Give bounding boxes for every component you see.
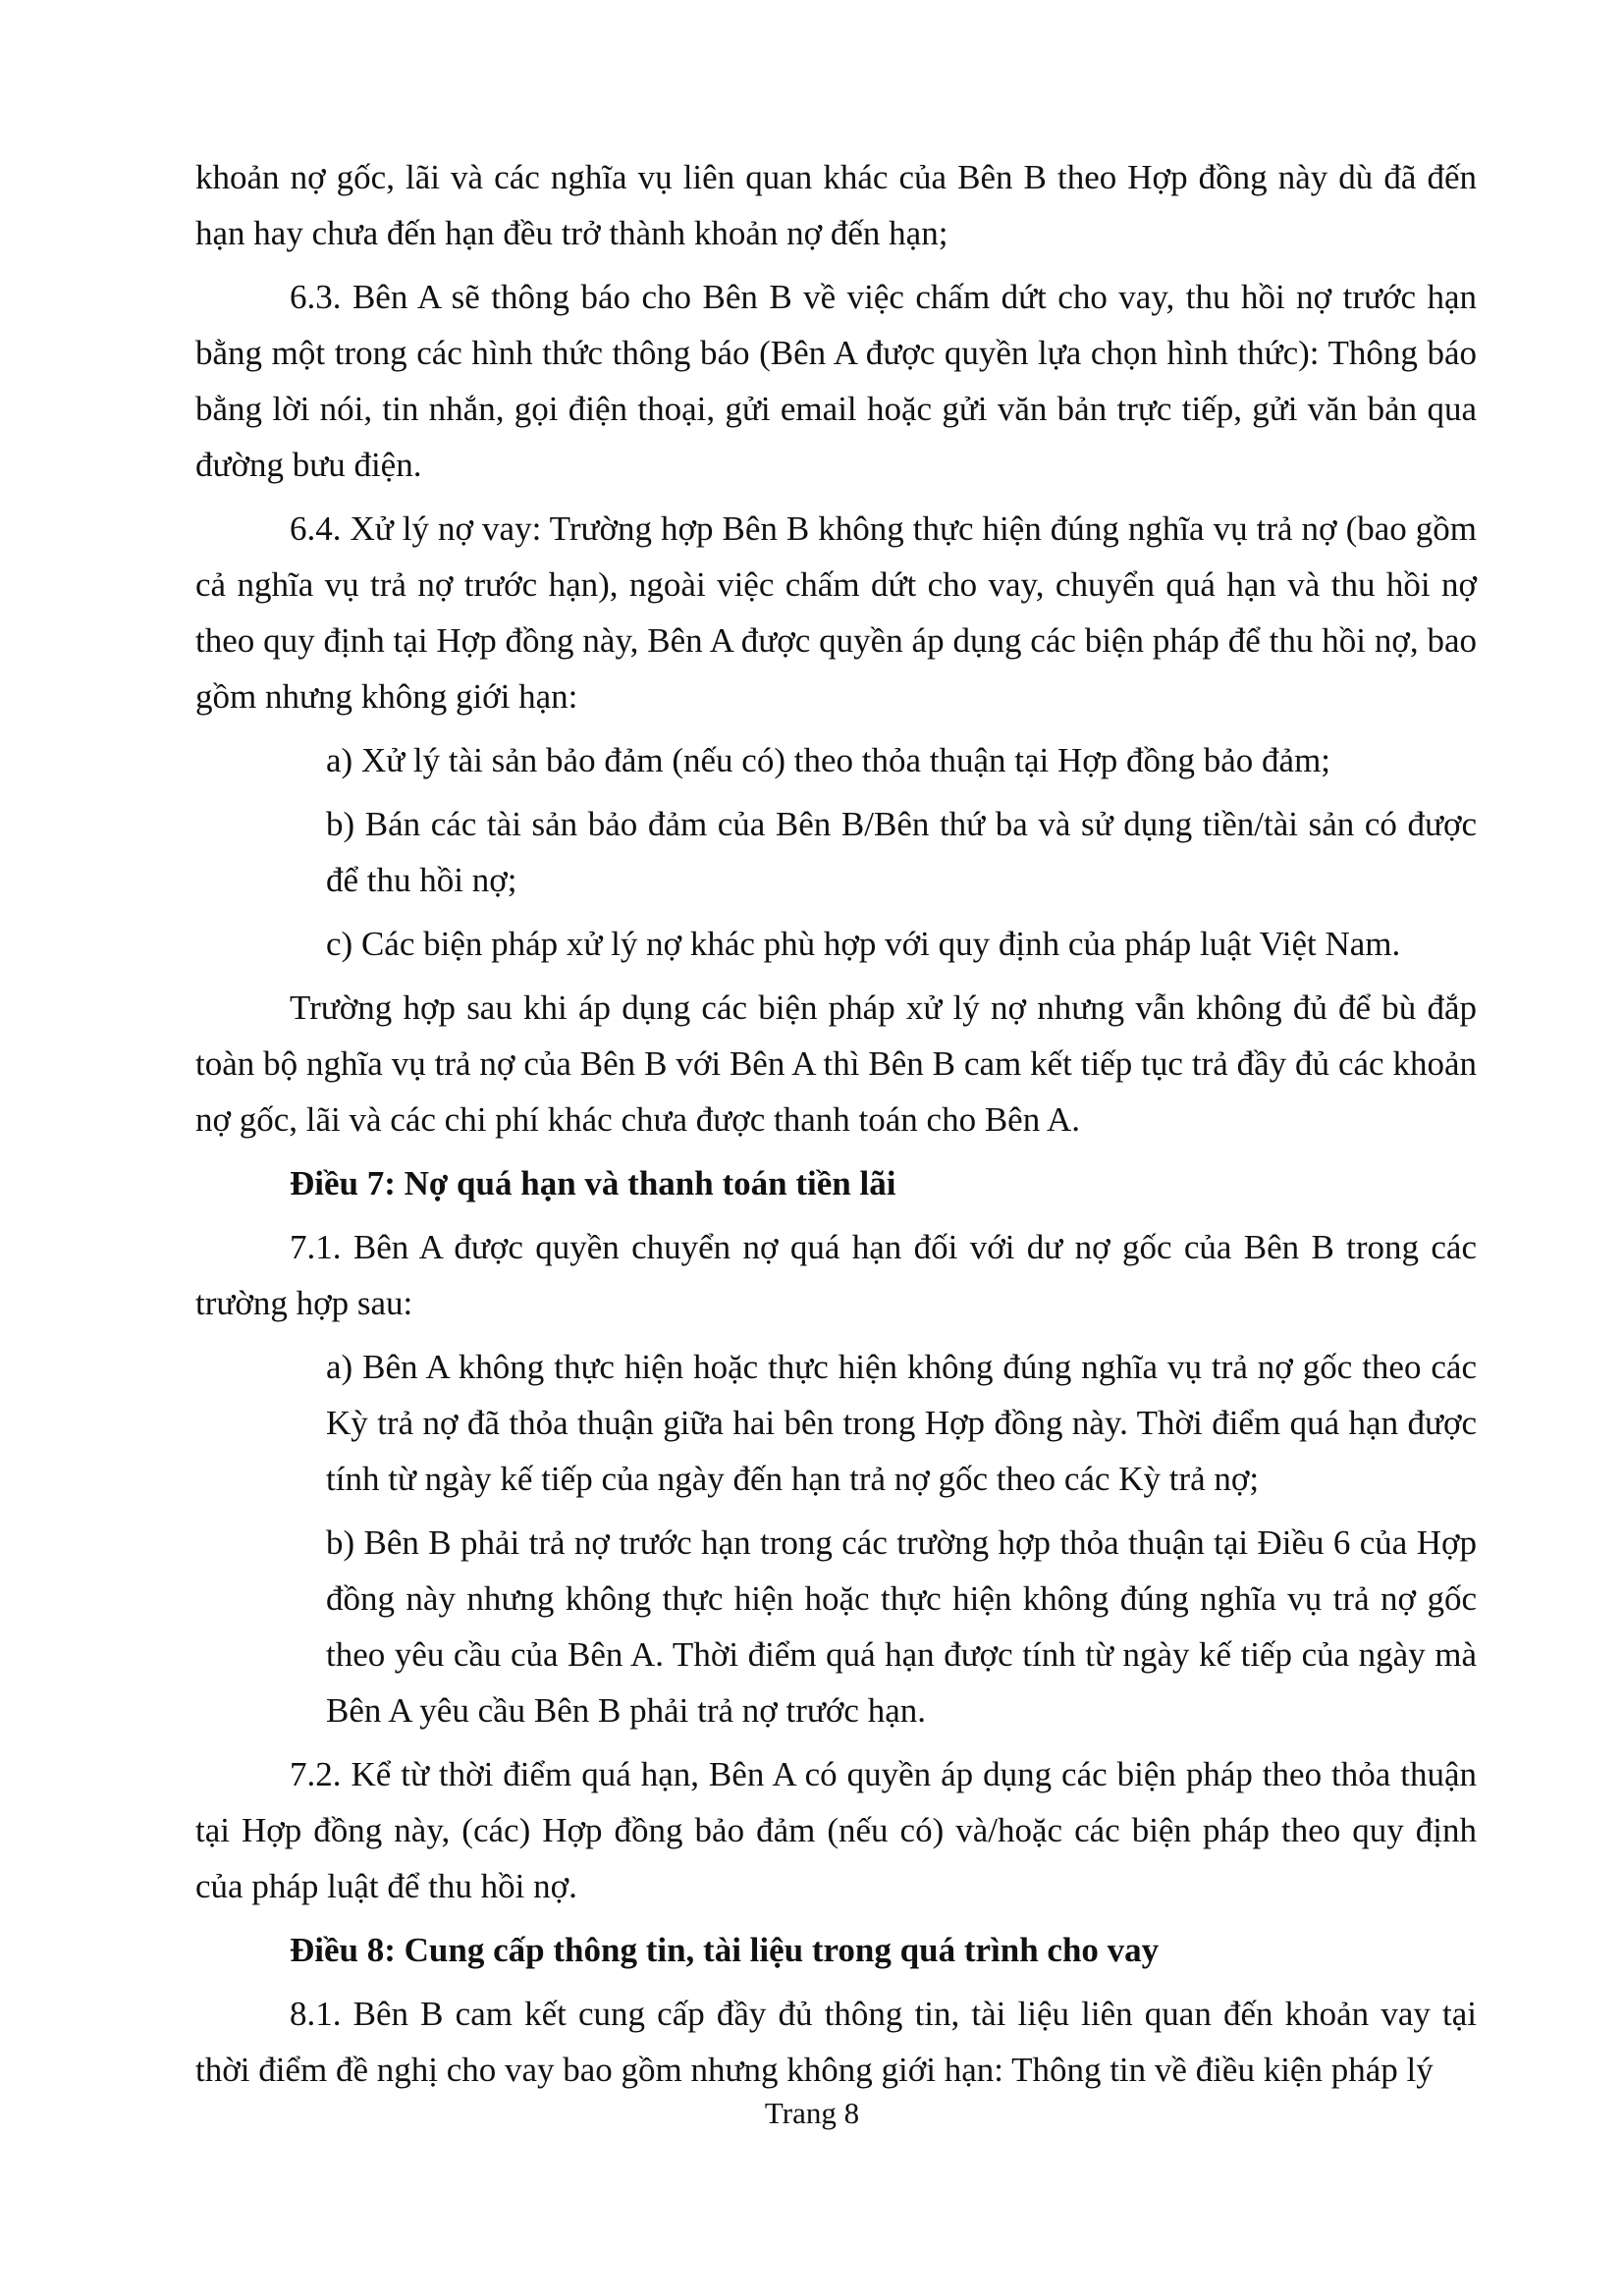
paragraph-6-4-c: c) Các biện pháp xử lý nợ khác phù hợp với quy định của pháp luật Việt Nam. [326, 925, 1401, 963]
paragraph-6-4-tail: Trường hợp sau khi áp dụng các biện pháp xử lý nợ nhưng vẫn không đủ để bù đắp toàn bộ nghĩa vụ trả nợ của Bên B với Bên A thì Bên B cam kết tiếp tục trả đầy đủ các khoản nợ gốc, lãi và các chi phí khác chưa được thanh toán cho Bên A. [195, 988, 1477, 1139]
paragraph-7-1-b: b) Bên B phải trả nợ trước hạn trong các trường hợp thỏa thuận tại Điều 6 của Hợp đồng này nhưng không thực hiện hoặc thực hiện không đúng nghĩa vụ trả nợ gốc theo yêu cầu của Bên A. Thời điểm quá hạn được tính từ ngày kế tiếp của ngày mà Bên A yêu cầu Bên B phải trả nợ trước hạn. [326, 1523, 1477, 1730]
paragraph-7-1-a: a) Bên A không thực hiện hoặc thực hiện không đúng nghĩa vụ trả nợ gốc theo các Kỳ trả nợ đã thỏa thuận giữa hai bên trong Hợp đồng này. Thời điểm quá hạn được tính từ ngày kế tiếp của ngày đến hạn trả nợ gốc theo các Kỳ trả nợ; [326, 1348, 1477, 1498]
paragraph-6-4: 6.4. Xử lý nợ vay: Trường hợp Bên B không thực hiện đúng nghĩa vụ trả nợ (bao gồm cả nghĩa vụ trả nợ trước hạn), ngoài việc chấm dứt cho vay, chuyển quá hạn và thu hồi nợ theo quy định tại Hợp đồng này, Bên A được quyền áp dụng các biện pháp để thu hồi nợ, bao gồm nhưng không giới hạn: [195, 509, 1477, 716]
paragraph-6-3: 6.3. Bên A sẽ thông báo cho Bên B về việc chấm dứt cho vay, thu hồi nợ trước hạn bằng một trong các hình thức thông báo (Bên A được quyền lựa chọn hình thức): Thông báo bằng lời nói, tin nhắn, gọi điện thoại, gửi email hoặc gửi văn bản trực tiếp, gửi văn bản qua đường bưu điện. [195, 278, 1477, 484]
heading-article-7: Điều 7: Nợ quá hạn và thanh toán tiền lãi [290, 1164, 896, 1202]
paragraph-6-4-b: b) Bán các tài sản bảo đảm của Bên B/Bên thứ ba và sử dụng tiền/tài sản có được để thu hồi nợ; [326, 805, 1477, 899]
document-body [195, 149, 1477, 2098]
paragraph-8-1: 8.1. Bên B cam kết cung cấp đầy đủ thông tin, tài liệu liên quan đến khoản vay tại thời điểm đề nghị cho vay bao gồm nhưng không giới hạn: Thông tin về điều kiện pháp lý [195, 1995, 1477, 2089]
paragraph-7-1: 7.1. Bên A được quyền chuyển nợ quá hạn đối với dư nợ gốc của Bên B trong các trường hợp sau: [195, 1228, 1477, 1322]
paragraph-6-4-a: a) Xử lý tài sản bảo đảm (nếu có) theo thỏa thuận tại Hợp đồng bảo đảm; [326, 741, 1331, 779]
paragraph-7-2: 7.2. Kể từ thời điểm quá hạn, Bên A có quyền áp dụng các biện pháp theo thỏa thuận tại Hợp đồng này, (các) Hợp đồng bảo đảm (nếu có) và/hoặc các biện pháp theo quy định của pháp luật để thu hồi nợ. [195, 1755, 1477, 1905]
paragraph-continued: khoản nợ gốc, lãi và các nghĩa vụ liên quan khác của Bên B theo Hợp đồng này dù đã đến hạn hay chưa đến hạn đều trở thành khoản nợ đến hạn; [195, 158, 1477, 252]
heading-article-8: Điều 8: Cung cấp thông tin, tài liệu trong quá trình cho vay [290, 1931, 1160, 1969]
page-number: Trang 8 [764, 2096, 860, 2130]
